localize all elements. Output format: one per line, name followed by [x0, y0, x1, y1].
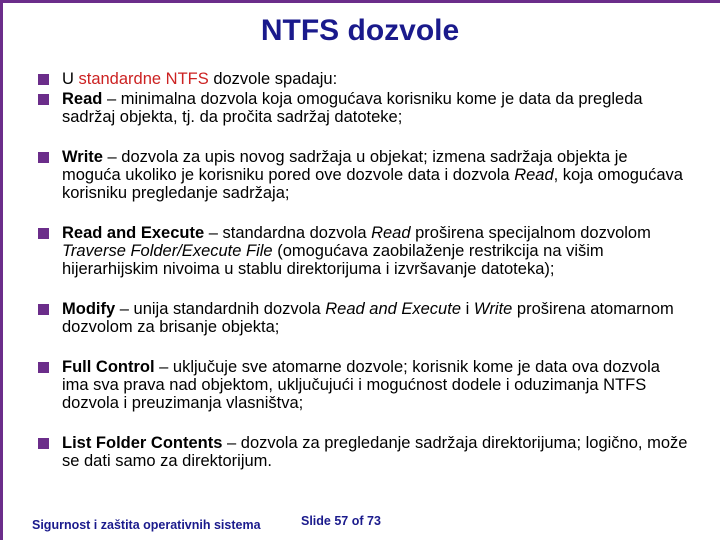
list-item-full-control — [38, 358, 688, 412]
item-text: i — [461, 300, 474, 318]
item-term: Modify — [62, 300, 116, 318]
list-item-modify — [38, 300, 688, 336]
bullet-list — [38, 70, 688, 470]
item-text: – uključuje sve atomarne dozvole; korisnik kome je data ova dozvola ima sva prava nad objektom, uključujući i mogućnost dodele i oduzimanja NTFS dozvola i preuzimanja vlasništva; — [62, 358, 660, 412]
item-text: , koja omogućava korisniku pregledanje sadržaja; — [62, 166, 683, 202]
item-emphasis: Read — [371, 224, 411, 242]
list-item-read — [38, 90, 688, 126]
list-item-read-and-execute — [38, 224, 688, 278]
footer-slide-number: Slide 57 of 73 — [301, 514, 381, 528]
list-item-write — [38, 148, 688, 202]
item-text: proširena specijalnom dozvolom — [410, 224, 651, 242]
item-text: – dozvola za upis novog sadržaja u objekat; izmena sadržaja objekta je moguća ukoliko je korisniku pored ove dozvole data i dozvola — [62, 148, 628, 184]
footer-course-title: Sigurnost i zaštita operativnih sistema — [32, 518, 261, 532]
item-emphasis: Write — [473, 300, 513, 318]
square-bullet-icon — [38, 228, 49, 239]
frame-left-border — [0, 0, 3, 540]
square-bullet-icon — [38, 362, 49, 373]
item-text: – minimalna dozvola koja omogućava korisniku kome je data da pregleda sadržaj objekta, tj. da pročita sadržaj datoteke; — [62, 90, 643, 126]
square-bullet-icon — [38, 94, 49, 105]
item-text: (omogućava zaobilaženje restrikcija na višim hijerarhijskim nivoima u stablu direktorijuma i izvršavanje datoteka); — [62, 242, 604, 278]
list-item-list-folder-contents — [38, 434, 688, 470]
frame-top-border — [0, 0, 720, 3]
square-bullet-icon — [38, 74, 49, 85]
item-text: – standardna dozvola — [204, 224, 372, 242]
item-term: Read — [62, 90, 103, 108]
item-term: Read and Execute — [62, 224, 205, 242]
list-item-standard-permissions — [38, 70, 688, 88]
item-emphasis: Traverse Folder/Execute File — [62, 242, 273, 260]
square-bullet-icon — [38, 152, 49, 163]
square-bullet-icon — [38, 438, 49, 449]
square-bullet-icon — [38, 304, 49, 315]
item-highlight: standardne NTFS — [78, 70, 209, 88]
item-emphasis: Read — [514, 166, 554, 184]
item-term: Write — [62, 148, 103, 166]
item-text: dozvole spadaju: — [208, 70, 338, 88]
item-text: – dozvola za pregledanje sadržaja direktorijuma; logično, može se dati samo za direktorijum. — [62, 434, 688, 470]
item-text: U — [62, 70, 79, 88]
item-emphasis: Read and Execute — [325, 300, 461, 318]
item-term: Full Control — [62, 358, 155, 376]
slide-title: NTFS dozvole — [260, 14, 460, 47]
item-term: List Folder Contents — [62, 434, 223, 452]
item-text: – unija standardnih dozvola — [115, 300, 326, 318]
item-text: proširena atomarnom dozvolom za brisanje objekta; — [62, 300, 674, 336]
